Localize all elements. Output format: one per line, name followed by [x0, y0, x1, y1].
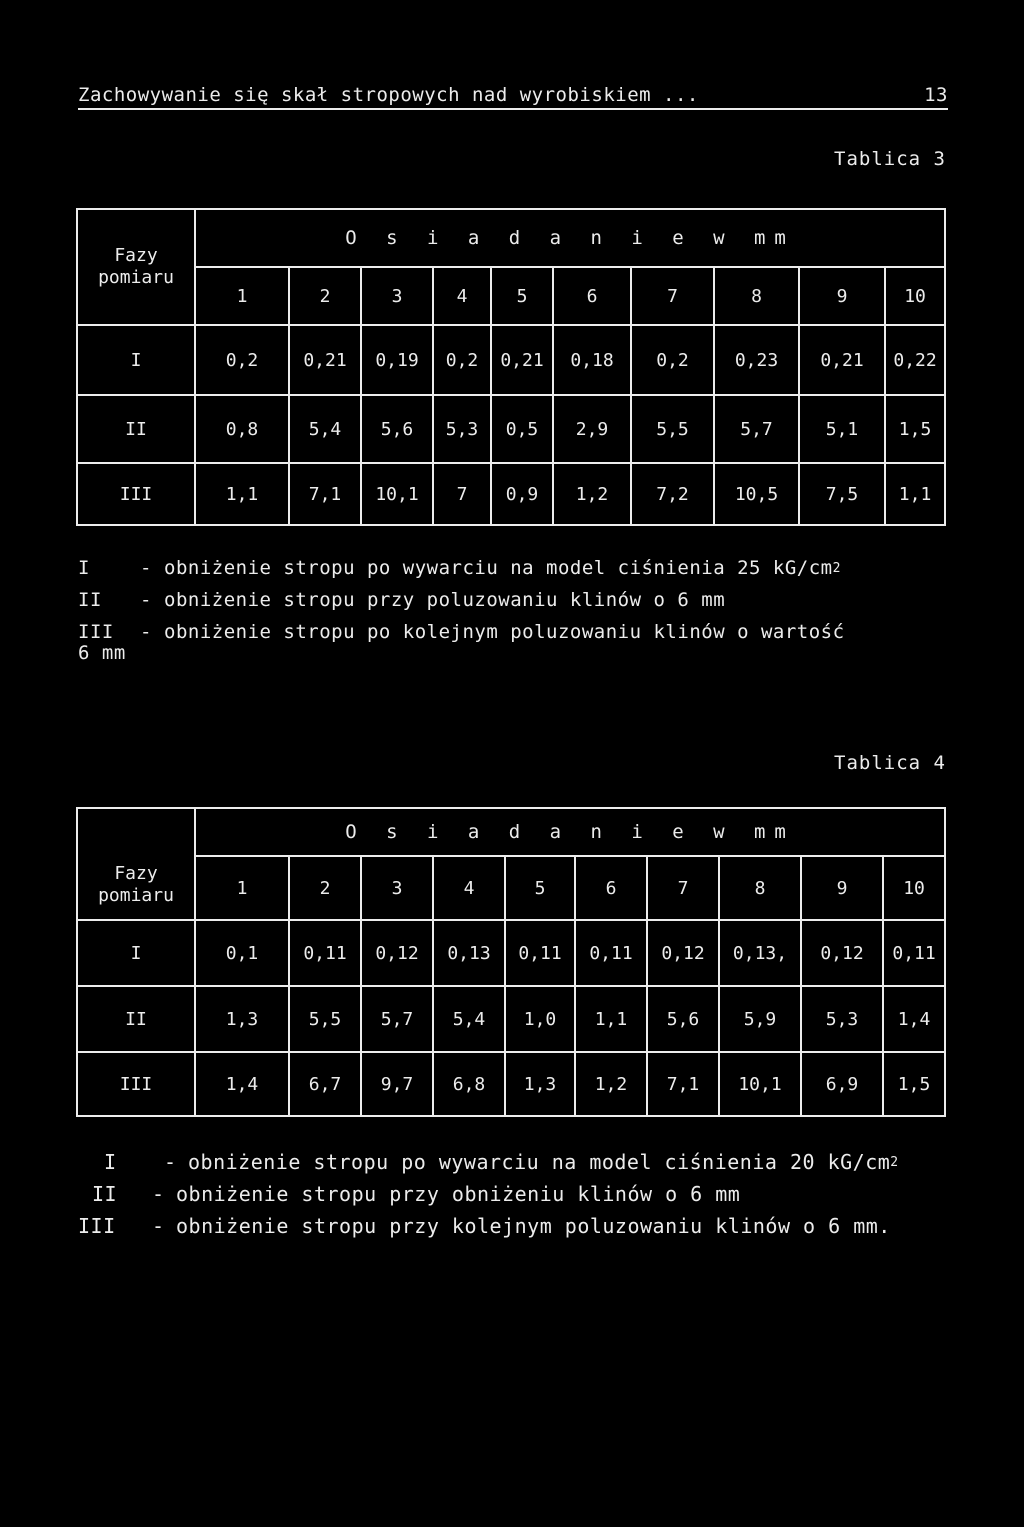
value-cell: 1,4	[195, 1052, 289, 1116]
value-cell: 10,1	[361, 463, 433, 525]
column-header: 3	[361, 856, 433, 920]
column-header: 7	[631, 267, 714, 325]
column-header: 1	[195, 267, 289, 325]
phase-cell: III	[77, 1052, 195, 1116]
value-cell: 0,8	[195, 395, 289, 463]
value-cell: 0,13,	[719, 920, 801, 986]
legend-text: obniżenie stropu przy kolejnym poluzowaniu klinów o 6 mm.	[176, 1214, 891, 1238]
value-cell: 0,22	[885, 325, 945, 395]
legend-text: obniżenie stropu przy poluzowaniu klinów o 6 mm	[164, 589, 726, 611]
legend-text: obniżenie stropu po wywarciu na model ciśnienia 25 kG/cm	[164, 557, 833, 579]
legend-tag: III	[78, 621, 114, 643]
value-cell: 2,9	[553, 395, 631, 463]
table-row	[77, 920, 945, 986]
legend-text: 6 mm	[78, 642, 126, 664]
value-cell: 0,2	[631, 325, 714, 395]
value-cell: 0,23	[714, 325, 799, 395]
table-row	[77, 395, 945, 463]
column-header: 9	[799, 267, 885, 325]
legend-superscript: 2	[832, 560, 841, 576]
column-header: 4	[433, 267, 491, 325]
legend-text: obniżenie stropu po wywarciu na model ciśnienia 20 kG/cm	[188, 1150, 891, 1174]
table-row	[77, 1052, 945, 1116]
legend-superscript: 2	[890, 1154, 899, 1170]
value-cell: 6,8	[433, 1052, 505, 1116]
legend-item: I - obniżenie stropu po wywarciu na model ciśnienia 20 kG/cm 2	[78, 1146, 899, 1178]
legend-text: obniżenie stropu po kolejnym poluzowaniu klinów o wartość	[164, 621, 845, 643]
legend-text: obniżenie stropu przy obniżeniu klinów o 6 mm	[176, 1182, 741, 1206]
value-cell: 0,12	[801, 920, 883, 986]
column-header: 6	[575, 856, 647, 920]
value-cell: 1,3	[195, 986, 289, 1052]
value-cell: 0,9	[491, 463, 553, 525]
phase-cell: II	[77, 395, 195, 463]
page-number: 13	[924, 84, 948, 106]
table-title-cell: O s i a d a n i e w mm	[195, 808, 945, 856]
value-cell: 1,5	[883, 1052, 945, 1116]
running-title: Zachowywanie się skał stropowych nad wyrobiskiem ...	[78, 84, 699, 106]
table4	[76, 807, 946, 1117]
value-cell: 0,21	[799, 325, 885, 395]
value-cell: 10,1	[719, 1052, 801, 1116]
legend-item: II - obniżenie stropu przy obniżeniu klinów o 6 mm	[78, 1178, 899, 1210]
value-cell: 6,7	[289, 1052, 361, 1116]
column-header: 8	[714, 267, 799, 325]
value-cell: 0,13	[433, 920, 505, 986]
legend-tag: III	[78, 1214, 116, 1238]
column-header: 5	[505, 856, 575, 920]
column-header: 9	[801, 856, 883, 920]
value-cell: 5,6	[647, 986, 719, 1052]
table-title-cell: O s i a d a n i e w mm	[195, 209, 945, 267]
value-cell: 5,1	[799, 395, 885, 463]
value-cell: 1,2	[553, 463, 631, 525]
value-cell: 1,5	[885, 395, 945, 463]
column-header: 7	[647, 856, 719, 920]
value-cell: 0,2	[195, 325, 289, 395]
column-header-row	[77, 267, 945, 325]
phase-header-cell	[77, 209, 195, 325]
table4-legend	[78, 1146, 899, 1242]
column-header: 1	[195, 856, 289, 920]
value-cell: 1,0	[505, 986, 575, 1052]
value-cell: 1,1	[575, 986, 647, 1052]
value-cell: 1,4	[883, 986, 945, 1052]
phase-header-label: Fazy pomiaru	[98, 245, 174, 288]
table3-caption: Tablica 3	[834, 148, 946, 170]
table4-caption: Tablica 4	[834, 752, 946, 774]
legend-continuation	[78, 640, 845, 666]
value-cell: 0,11	[505, 920, 575, 986]
column-header: 2	[289, 267, 361, 325]
value-cell: 1,3	[505, 1052, 575, 1116]
value-cell: 5,5	[289, 986, 361, 1052]
value-cell: 0,21	[289, 325, 361, 395]
value-cell: 7,5	[799, 463, 885, 525]
value-cell: 5,3	[801, 986, 883, 1052]
value-cell: 0,1	[195, 920, 289, 986]
value-cell: 7	[433, 463, 491, 525]
phase-header-cell	[77, 808, 195, 920]
legend-tag: II	[92, 1182, 118, 1206]
value-cell: 1,1	[195, 463, 289, 525]
legend-tag: I	[78, 557, 90, 579]
value-cell: 0,11	[575, 920, 647, 986]
value-cell: 0,11	[883, 920, 945, 986]
phase-cell: II	[77, 986, 195, 1052]
table3-legend	[78, 552, 845, 666]
value-cell: 5,7	[361, 986, 433, 1052]
legend-item: III - obniżenie stropu po kolejnym poluzowaniu klinów o wartość	[78, 621, 845, 643]
value-cell: 0,18	[553, 325, 631, 395]
table-row	[77, 325, 945, 395]
column-header: 2	[289, 856, 361, 920]
table-row	[77, 986, 945, 1052]
column-header: 6	[553, 267, 631, 325]
legend-item: I - obniżenie stropu po wywarciu na model ciśnienia 25 kG/cm 2	[78, 557, 841, 579]
column-header: 4	[433, 856, 505, 920]
phase-header-label: Fazy pomiaru	[98, 863, 174, 906]
column-header: 3	[361, 267, 433, 325]
column-header: 5	[491, 267, 553, 325]
value-cell: 5,4	[289, 395, 361, 463]
value-cell: 0,12	[361, 920, 433, 986]
column-header: 10	[883, 856, 945, 920]
value-cell: 7,2	[631, 463, 714, 525]
value-cell: 5,7	[714, 395, 799, 463]
legend-tag: I	[104, 1150, 117, 1174]
page-header	[78, 84, 948, 110]
table3	[76, 208, 946, 526]
value-cell: 5,9	[719, 986, 801, 1052]
value-cell: 7,1	[289, 463, 361, 525]
value-cell: 5,4	[433, 986, 505, 1052]
legend-item: II - obniżenie stropu przy poluzowaniu klinów o 6 mm	[78, 589, 726, 611]
value-cell: 1,2	[575, 1052, 647, 1116]
value-cell: 5,6	[361, 395, 433, 463]
value-cell: 0,11	[289, 920, 361, 986]
value-cell: 0,19	[361, 325, 433, 395]
legend-item: III - obniżenie stropu przy kolejnym poluzowaniu klinów o 6 mm.	[78, 1214, 891, 1238]
value-cell: 9,7	[361, 1052, 433, 1116]
value-cell: 5,3	[433, 395, 491, 463]
value-cell: 1,1	[885, 463, 945, 525]
value-cell: 5,5	[631, 395, 714, 463]
column-header: 10	[885, 267, 945, 325]
value-cell: 7,1	[647, 1052, 719, 1116]
value-cell: 0,21	[491, 325, 553, 395]
value-cell: 0,12	[647, 920, 719, 986]
value-cell: 0,5	[491, 395, 553, 463]
column-header: 8	[719, 856, 801, 920]
phase-cell: III	[77, 463, 195, 525]
table-row	[77, 463, 945, 525]
phase-cell: I	[77, 920, 195, 986]
value-cell: 6,9	[801, 1052, 883, 1116]
value-cell: 0,2	[433, 325, 491, 395]
value-cell: 10,5	[714, 463, 799, 525]
column-header-row	[77, 856, 945, 920]
phase-cell: I	[77, 325, 195, 395]
legend-tag: II	[78, 589, 102, 611]
